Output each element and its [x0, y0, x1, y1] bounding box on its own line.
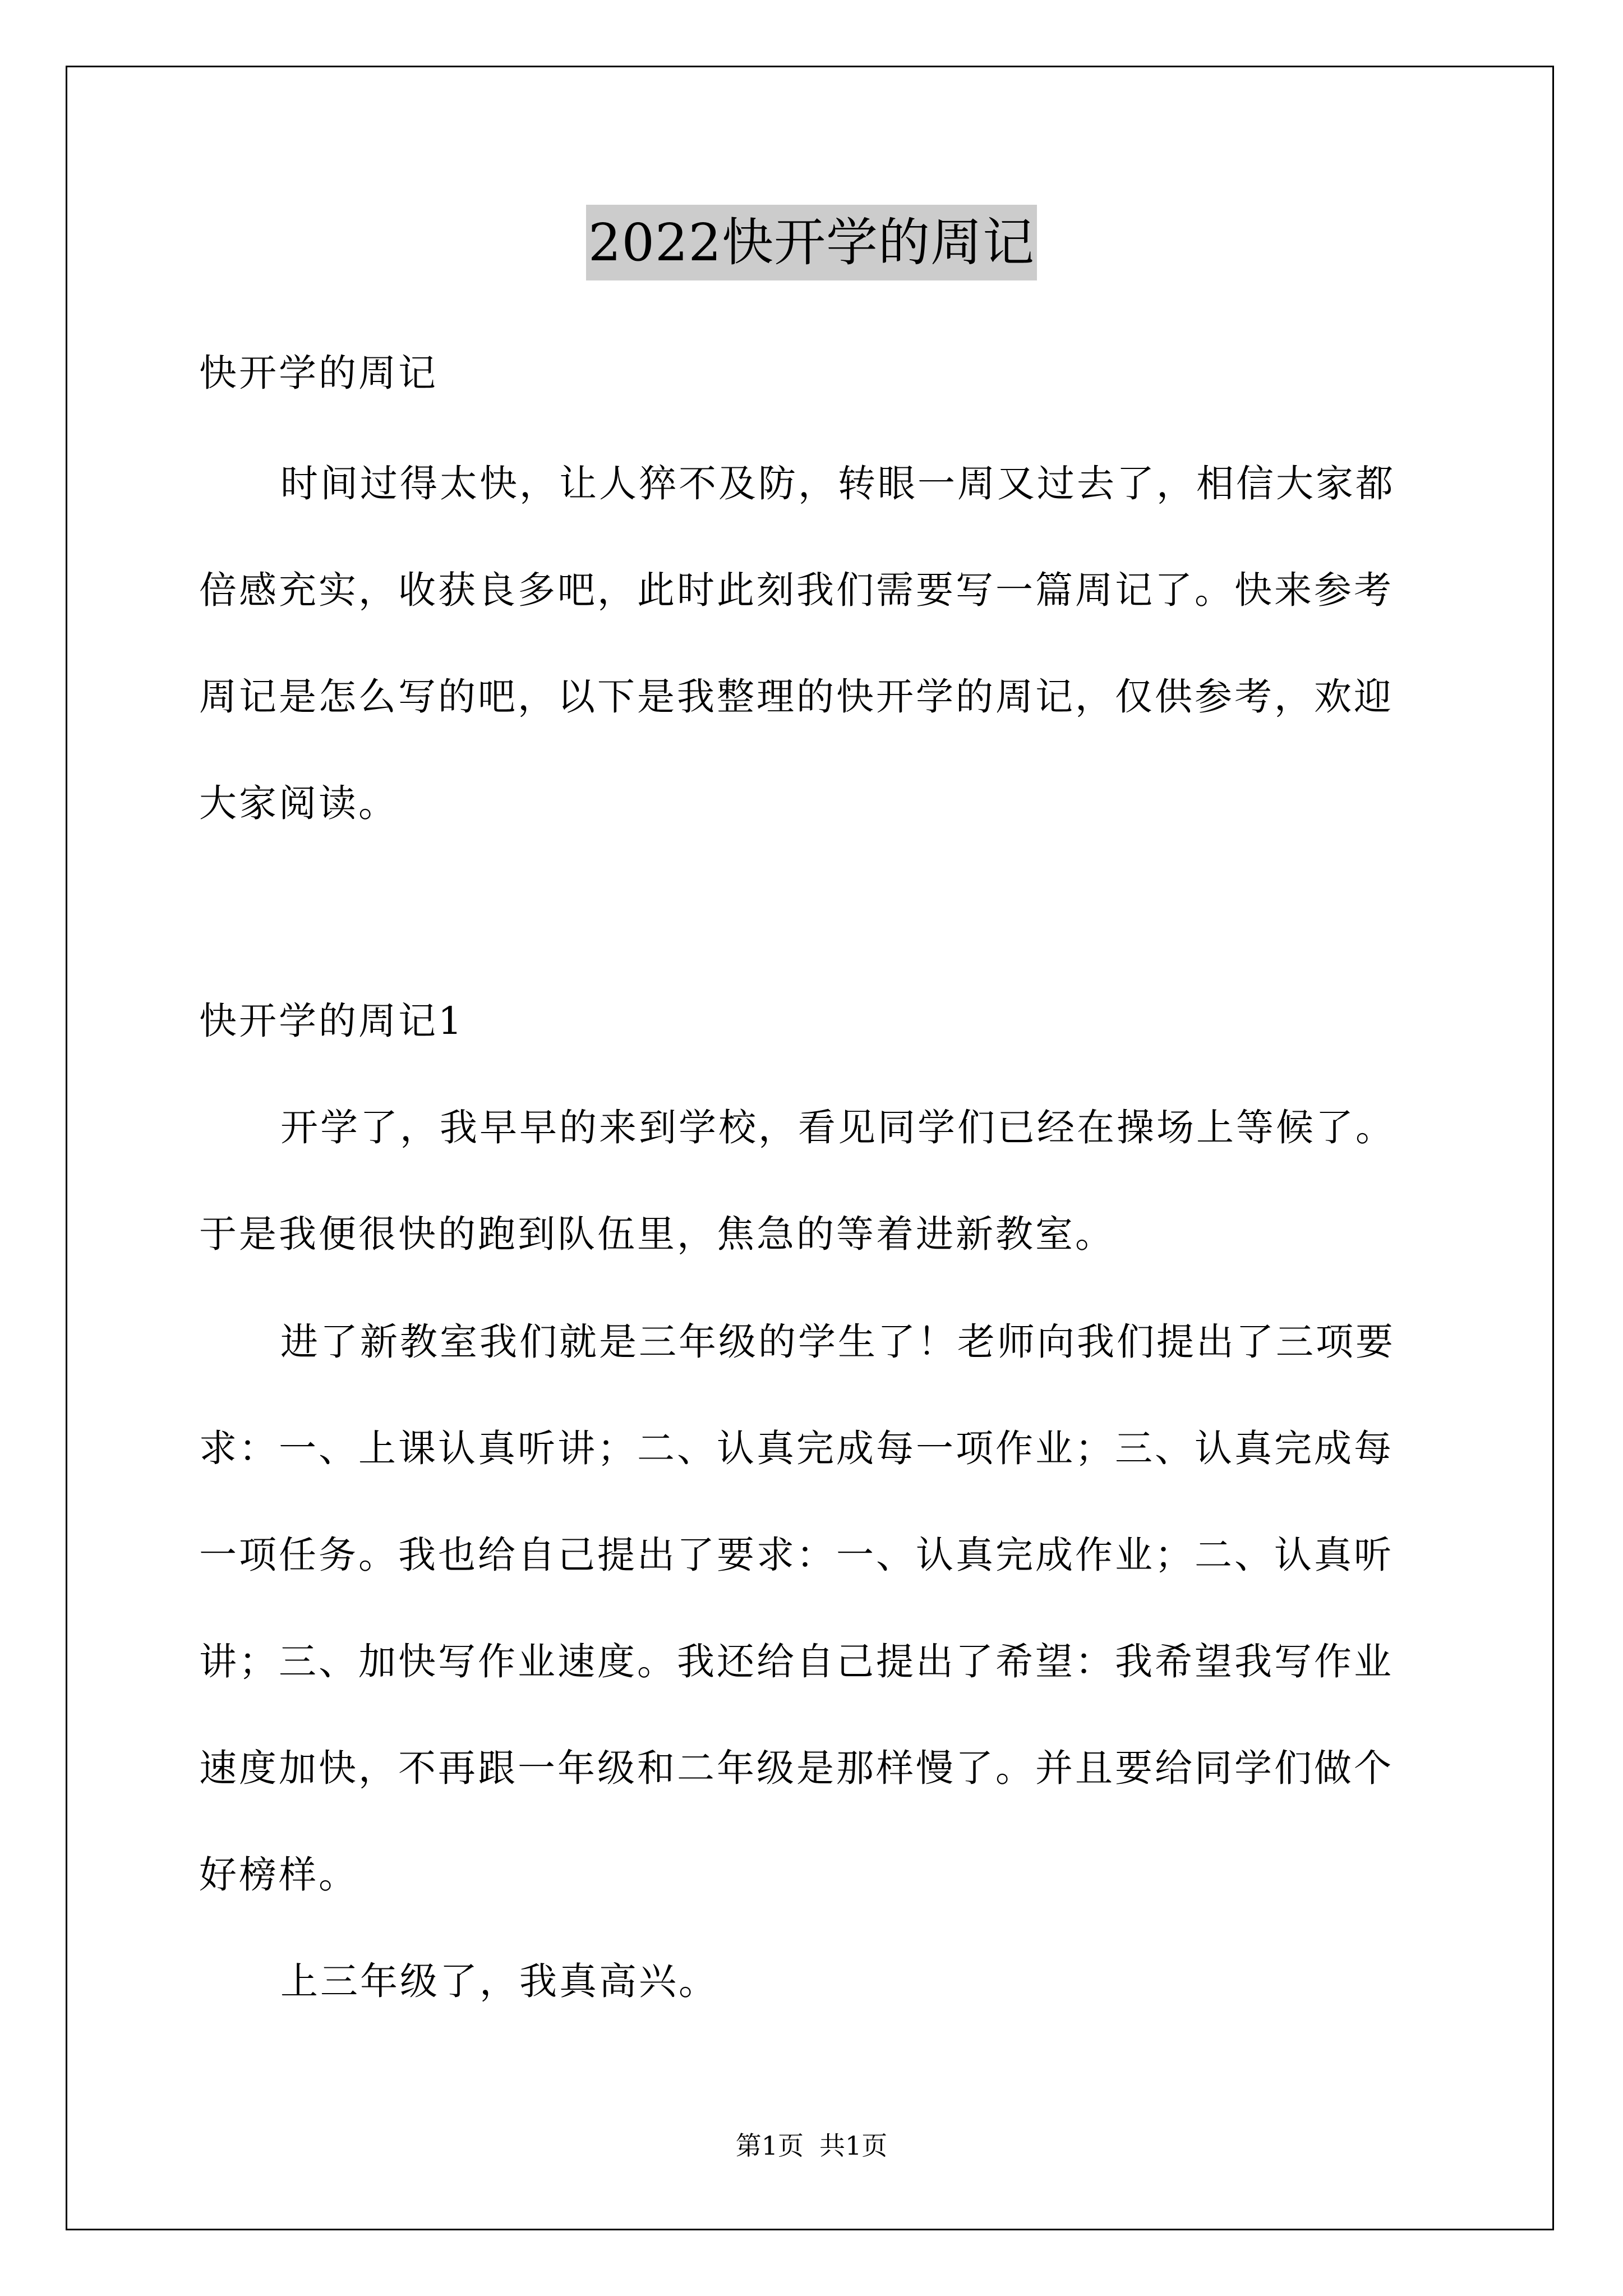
para2-line-5: 速度加快，不再跟一年级和二年级是那样慢了。并且要给同学们做个	[199, 1746, 1394, 1790]
para3-line-1: 上三年级了，我真高兴。	[280, 1959, 718, 2003]
page-footer	[0, 2129, 1623, 2162]
para1-line-2: 于是我便很快的跑到队伍里，焦急的等着进新教室。	[199, 1212, 1115, 1256]
intro-line-2: 倍感充实，收获良多吧，此时此刻我们需要写一篇周记了。快来参考	[199, 568, 1394, 612]
intro-line-3: 周记是怎么写的吧，以下是我整理的快开学的周记，仅供参考，欢迎	[199, 675, 1394, 719]
intro-line-1: 时间过得太快，让人猝不及防，转眼一周又过去了，相信大家都	[280, 462, 1395, 505]
para2-line-6: 好榜样。	[199, 1853, 358, 1897]
para1-line-1: 开学了，我早早的来到学校，看见同学们已经在操场上等候了。	[280, 1106, 1395, 1149]
para2-line-2: 求：一、上课认真听讲；二、认真完成每一项作业；三、认真完成每	[199, 1427, 1394, 1470]
para2-line-1: 进了新教室我们就是三年级的学生了！老师向我们提出了三项要	[280, 1320, 1395, 1364]
section-heading: 快开学的周记1	[199, 999, 464, 1043]
para2-line-3: 一项任务。我也给自己提出了要求：一、认真完成作业；二、认真听	[199, 1533, 1394, 1577]
document-title: 2022快开学的周记	[586, 205, 1037, 280]
document-subtitle: 快开学的周记	[199, 351, 438, 395]
page-total: 共1页	[819, 2131, 888, 2161]
intro-line-4: 大家阅读。	[199, 781, 398, 825]
para2-line-4: 讲；三、加快写作业速度。我还给自己提出了希望：我希望我写作业	[199, 1640, 1394, 1683]
page-number: 第1页	[735, 2131, 804, 2161]
title-container	[0, 205, 1623, 280]
